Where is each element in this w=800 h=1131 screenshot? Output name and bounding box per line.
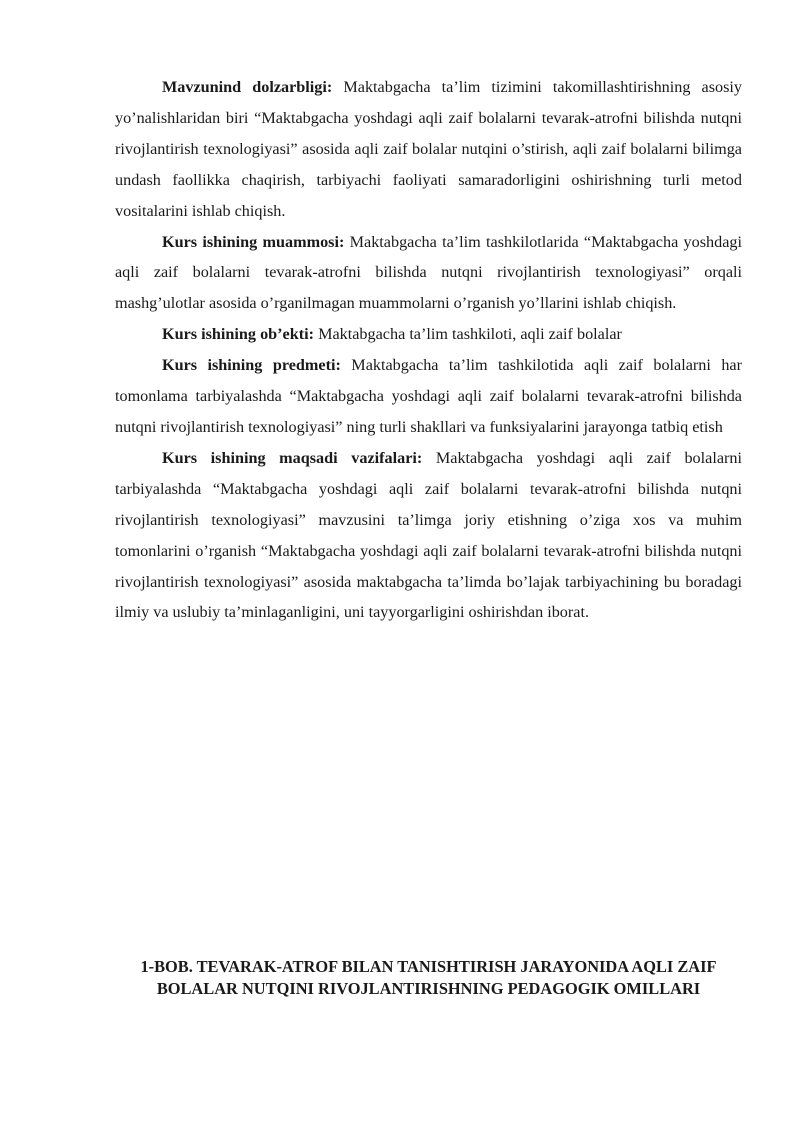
text-problem: Maktabgacha ta’lim tashkilotlarida “Maktabgacha yoshdagi aqli zaif bolalarni tevarak-atrofni bilishda nutqni rivojlantirish texnologiyasi” orqali mashg’ulotlar asosida o’rganilmagan muammolarni o’rganish yo’llarini ishlab chiqish. xyxy=(115,232,742,313)
heading-relevance: Mavzunind dolzarbligi: xyxy=(162,78,333,96)
heading-object: Kurs ishining ob’ekti: xyxy=(162,325,315,344)
paragraph-object xyxy=(115,319,742,350)
paragraph-problem xyxy=(115,227,742,320)
text-subject: Maktabgacha ta’lim tashkilotida aqli zaif bolalarni har tomonlama tarbiyalashda “Maktabgacha yoshdagi aqli zaif bolalarni tevarak-atrofni bilishda nutqni rivojlantirish texnologiyasi” ning turli shakllari va funksiyalarini jarayonga tatbiq etish xyxy=(115,356,742,436)
text-relevance: Maktabgacha ta’lim tizimini takomillashtirishning asosiy yo’nalishlaridan biri “Maktabgacha yoshdagi aqli zaif bolalarni tevarak-atrofni bilishda nutqni rivojlantirish texnologiyasi” asosida aqli zaif bolalar nutqini o’stirish, aqli zaif bolalarni bilimga undash faollikka chaqirish, tarbiyachi faoliyati samaradorligini oshirishning turli metod vositalarini ishlab chiqish. xyxy=(115,78,742,220)
text-goals: Maktabgacha yoshdagi aqli zaif bolalarni tarbiyalashda “Maktabgacha yoshdagi aqli zaif bolalarni tevarak-atrofni bilishda nutqni rivojlantirish texnologiyasi” mavzusini ta’limga joriy etishning o’ziga xos va muhim tomonlarini o’rganish “Maktabgacha yoshdagi aqli zaif bolalarni tevarak-atrofni bilishda nutqni rivojlantirish texnologiyasi” asosida maktabgacha ta’limda bo’lajak tarbiyachining bu boradagi ilmiy va uslubiy ta’minlaganligini, uni tayyorgarligini oshirishdan iborat. xyxy=(115,448,742,622)
text-object: Maktabgacha ta’lim tashkiloti, aqli zaif bolalar xyxy=(314,325,622,344)
paragraph-goals xyxy=(115,443,742,628)
chapter-title: 1-BOB. TEVARAK-ATROF BILAN TANISHTIRISH JARAYONIDA AQLI ZAIF BOLALAR NUTQINI RIVOJLANTIRISHNING PEDAGOGIK OMILLARI xyxy=(140,957,717,998)
heading-problem: Kurs ishining muammosi: xyxy=(162,232,345,251)
document-body xyxy=(115,72,742,628)
heading-subject: Kurs ishining predmeti: xyxy=(162,356,341,375)
heading-goals: Kurs ishining maqsadi vazifalari: xyxy=(162,448,423,467)
paragraph-relevance xyxy=(115,72,742,227)
paragraph-subject xyxy=(115,350,742,443)
